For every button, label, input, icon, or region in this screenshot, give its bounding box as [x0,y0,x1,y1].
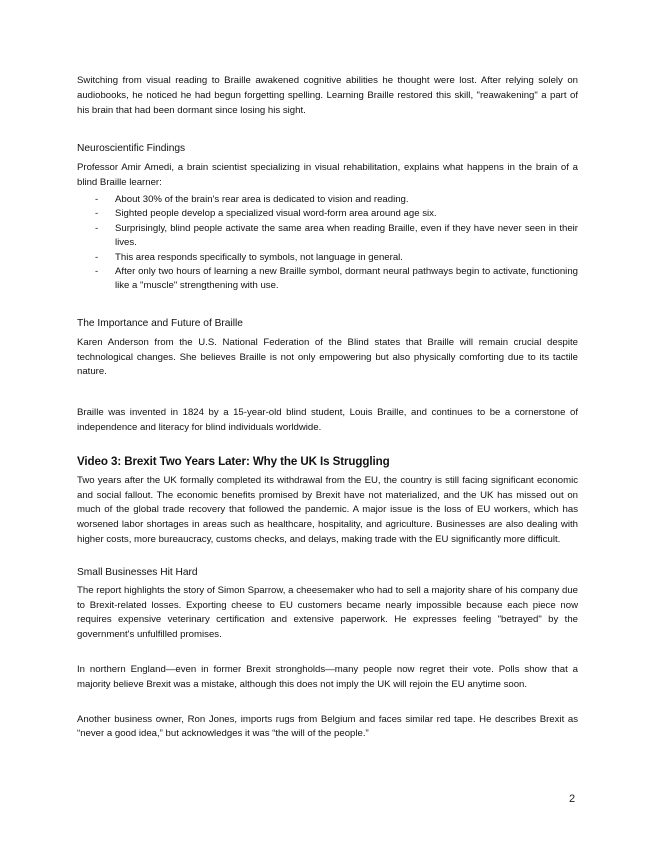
video3-title: Video 3: Brexit Two Years Later: Why the UK Is Struggling [77,454,390,468]
ron-jones-paragraph: Another business owner, Ron Jones, imports rugs from Belgium and faces similar red tape. He describes Brexit as “never a good idea,” but acknowledges it was “the will of the people.” [77,713,578,740]
document-page [77,74,578,742]
history-paragraph: Braille was invented in 1824 by a 15-year-old blind student, Louis Braille, and continues to be a cornerstone of independence and literacy for blind individuals worldwide. [77,407,578,434]
neuroscientific-findings-heading: Neuroscientific Findings [77,143,186,155]
importance-heading: The Importance and Future of Braille [77,317,243,329]
small-businesses-paragraph: The report highlights the story of Simon Sparrow, a cheesemaker who had to sell a majority share of his company due to Brexit-related losses. Exporting cheese to EU customers became nearly impossible because each piece now requires expensive veterinary certification and extensive paperwork. He expresses feeling "betrayed" by the government's unfulfilled promises. [77,584,578,641]
bullet-dash: - [95,251,99,263]
list-item: - After only two hours of learning a new Braille symbol, dormant neural pathways begin to activate, functioning like a "muscle" strengthening with use. [95,266,578,292]
small-businesses-heading: Small Businesses Hit Hard [77,566,198,578]
neuro-bullet-list [77,193,578,294]
list-item: - About 30% of the brain's rear area is dedicated to vision and reading. [77,193,578,207]
bullet-dash: - [95,193,99,205]
bullet-dash: - [95,222,99,234]
neuro-intro-paragraph: Professor Amir Amedi, a brain scientist specializing in visual rehabilitation, explains what happens in the brain of a blind Braille learner: [77,162,578,189]
bullet-dash: - [95,208,99,220]
intro-paragraph: Switching from visual reading to Braille awakened cognitive abilities he thought were lost. After relying solely on audiobooks, he noticed he had begun forgetting spelling. Learning Braille restored this skill, "reawakening" a part of his brain that had been dormant since losing his sight. [77,75,578,116]
list-item: - Sighted people develop a specialized visual word-form area around age six. [77,207,578,221]
page-number: 2 [569,793,576,805]
video3-paragraph: Two years after the UK formally completed its withdrawal from the EU, the country is still facing significant economic and social fallout. The economic benefits promised by Brexit have not materialized, and the UK has missed out on much of the global trade recovery that followed the pandemic. A major issue is the loss of EU workers, which has worsened labor shortages in areas such as healthcare, hospitality, and agriculture. Businesses are also dealing with higher costs, more bureaucracy, customs checks, and delays, making trade with the EU significantly more difficult. [77,474,578,545]
bullet-dash: - [95,266,99,278]
importance-paragraph: Karen Anderson from the U.S. National Federation of the Blind states that Braille will remain crucial despite technological changes. She believes Braille is not only empowering but also physically comforting due to its tactile nature. [77,336,578,378]
list-item: - This area responds specifically to symbols, not language in general. [77,251,578,265]
northern-england-paragraph: In northern England—even in former Brexit strongholds—many people now regret their vote. Polls show that a majority believe Brexit was a mistake, although this does not imply the UK will rejoin the EU anytime soon. [77,663,578,690]
list-item: - Surprisingly, blind people activate the same area when reading Braille, even if they have never seen in their lives. [95,222,578,249]
